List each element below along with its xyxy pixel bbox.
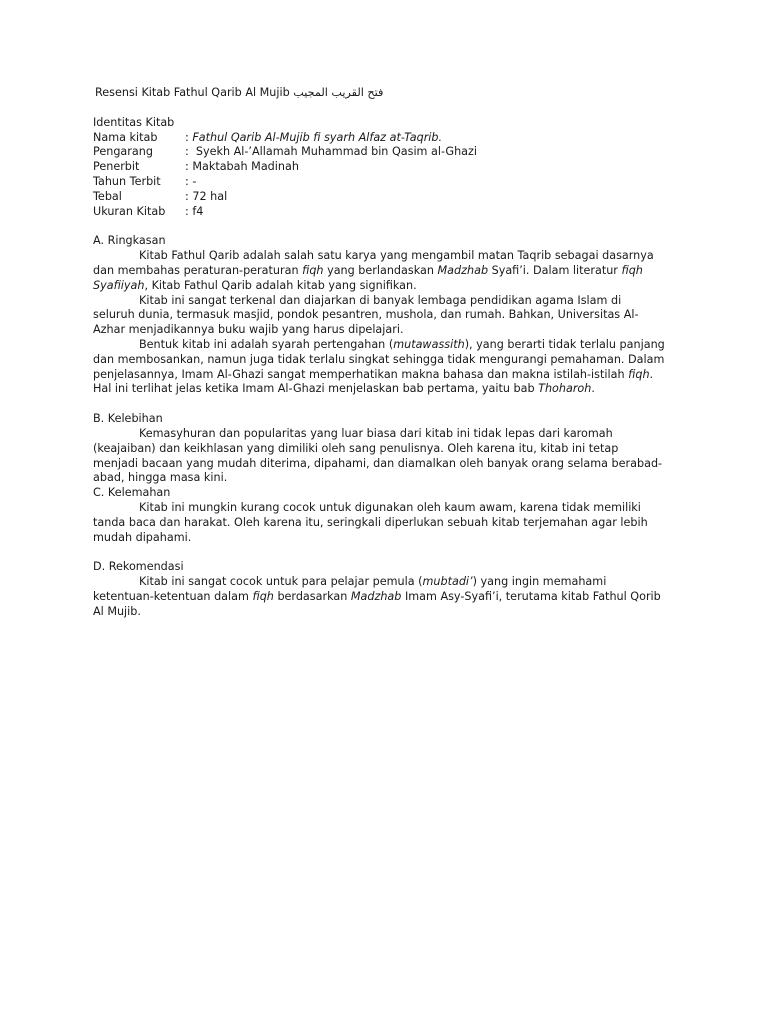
section-kelemahan bbox=[93, 486, 665, 545]
page-title bbox=[95, 86, 665, 101]
identity-label: Tahun Terbit bbox=[93, 174, 161, 188]
identity-value: : - bbox=[185, 174, 197, 188]
section-rekomendasi bbox=[93, 560, 665, 619]
section-ringkasan bbox=[93, 234, 665, 397]
paragraph: Kitab Fathul Qarib adalah salah satu karya yang mengambil matan Taqrib sebagai dasarnya dan membahas peraturan-peraturan fiqh yang berlandaskan Madzhab Syafi’i. Dalam literatur fiqh Syafiiyah, Kitab Fathul Qarib adalah kitab yang signifikan. bbox=[93, 249, 654, 292]
identity-label: Tebal bbox=[93, 189, 122, 203]
section-kelebihan bbox=[93, 412, 665, 486]
identity-label: Pengarang bbox=[93, 145, 153, 159]
identity-label: Nama kitab bbox=[93, 130, 158, 144]
identity-row-pages bbox=[93, 190, 665, 205]
identity-value: : f4 bbox=[185, 204, 204, 218]
identity-row-publisher bbox=[93, 160, 665, 175]
paragraph: Kemasyhuran dan popularitas yang luar biasa dari kitab ini tidak lepas dari karomah (keajaiban) dan keikhlasan yang dimiliki oleh sang penulisnya. Oleh karena itu, kitab ini tetap menjadi bacaan yang mudah diterima, dipahami, dan diamalkan oleh banyak orang selama berabad-abad, hingga masa kini. bbox=[93, 426, 663, 485]
identity-label: Penerbit bbox=[93, 160, 140, 174]
section-heading: A. Ringkasan bbox=[93, 234, 166, 248]
document-page bbox=[93, 86, 665, 620]
paragraph: Kitab ini sangat terkenal dan diajarkan di banyak lembaga pendidikan agama Islam di seluruh dunia, termasuk masjid, pondok pesantren, mushola, dan rumah. Bahkan, Universitas Al-Azhar menjadikannya buku wajib yang harus dipelajari. bbox=[93, 293, 639, 337]
identity-heading: Identitas Kitab bbox=[93, 115, 175, 129]
book-identity bbox=[93, 116, 665, 220]
paragraph: Kitab ini mungkin kurang cocok untuk digunakan oleh kaum awam, karena tidak memiliki tanda baca dan harakat. Oleh karena itu, seringkali diperlukan sebuah kitab terjemahan agar lebih mudah dipahami. bbox=[93, 500, 648, 544]
section-heading: C. Kelemahan bbox=[93, 486, 171, 500]
identity-row-title bbox=[93, 131, 665, 146]
identity-row-size bbox=[93, 205, 665, 220]
paragraph: Bentuk kitab ini adalah syarah pertengahan (mutawassith), yang berarti tidak terlalu panjang dan membosankan, namun juga tidak terlalu singkat sehingga tidak mengurangi pemahaman. Dalam penjelasannya, Imam Al-Ghazi sangat memperhatikan makna bahasa dan makna istilah-istilah fiqh. Hal ini terlihat jelas ketika Imam Al-Ghazi menjelaskan bab pertama, yaitu bab Thoharoh. bbox=[93, 337, 665, 396]
section-heading: D. Rekomendasi bbox=[93, 560, 184, 574]
paragraph: Kitab ini sangat cocok untuk para pelajar pemula (mubtadi’) yang ingin memahami ketentuan-ketentuan dalam fiqh berdasarkan Madzhab Imam Asy-Syafi’i, terutama kitab Fathul Qorib Al Mujib. bbox=[93, 575, 661, 618]
identity-label: Ukuran Kitab bbox=[93, 204, 166, 218]
identity-value: : Syekh Al-’Allamah Muhammad bin Qasim al-Ghazi bbox=[185, 145, 478, 159]
section-heading: B. Kelebihan bbox=[93, 412, 163, 426]
identity-value: : Fathul Qarib Al-Mujib fi syarh Alfaz at-Taqrib. bbox=[185, 130, 443, 144]
identity-row-author bbox=[93, 145, 665, 160]
identity-value: : Maktabah Madinah bbox=[185, 160, 299, 174]
title-arabic: فتح القريب المجيب bbox=[293, 86, 384, 99]
identity-value: : 72 hal bbox=[185, 189, 228, 203]
identity-row-year bbox=[93, 175, 665, 190]
title-latin: Resensi Kitab Fathul Qarib Al Mujib bbox=[95, 86, 290, 99]
